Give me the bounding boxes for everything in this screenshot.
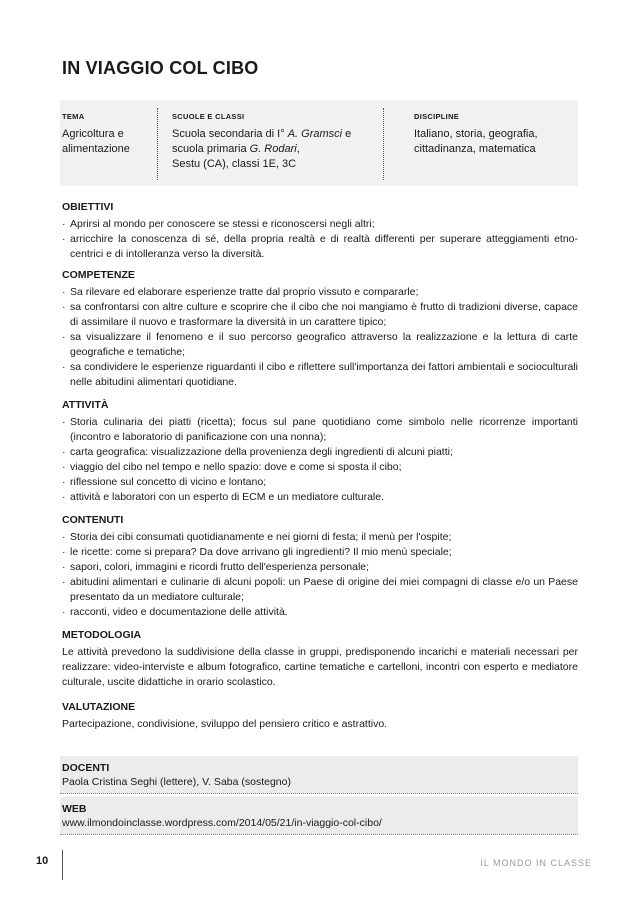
docenti-box [60, 756, 578, 794]
valutazione-text: Partecipazione, condivisione, sviluppo del pensiero critico e astrattivo. [62, 718, 388, 730]
list-item: · sapori, colori, immagini e ricordi frutto dell'esperienza personale; [62, 560, 578, 575]
docenti-heading: DOCENTI [62, 762, 110, 774]
section-heading: CONTENUTI [62, 514, 124, 526]
list-item: · abitudini alimentari e culinarie di alcuni popoli: un Paese di origine dei miei compagni di classe e/o un Paese presentato da un mediatore culturale; [62, 575, 578, 605]
section-contenuti [62, 513, 578, 620]
list-item: · Aprirsi al mondo per conoscere se stessi e riconoscersi negli altri; [62, 217, 578, 232]
list-item: · arricchire la conoscenza di sé, della propria realtà e di realtà differenti per superare atteggiamenti etno- centrici e di intolleranza verso la diversità. [62, 232, 578, 262]
web-box [60, 797, 578, 835]
running-title: IL MONDO IN CLASSE [480, 858, 592, 868]
docenti-text: Paola Cristina Seghi (lettere), V. Saba (sostegno) [62, 776, 291, 788]
list-item: · le ricette: come si prepara? Da dove arrivano gli ingredienti? Il mio menù speciale; [62, 545, 578, 560]
list-item: · carta geografica: visualizzazione della provenienza degli ingredienti di alcuni piatti; [62, 445, 578, 460]
page-title: IN VIAGGIO COL CIBO [62, 58, 259, 78]
list-item: · Storia dei cibi consumati quotidianamente e nei giorni di festa; il menù per l'ospite; [62, 530, 578, 545]
list-item: · sa condividere le esperienze riguardanti il cibo e riflettere sull'importanza dei fattori ambientali e socioculturali nelle abitudini alimentari quotidiane. [62, 360, 578, 390]
column-divider [157, 108, 158, 180]
tema-value: Agricoltura e alimentazione [62, 128, 130, 155]
web-heading: WEB [62, 803, 87, 815]
web-url[interactable]: www.ilmondoinclasse.wordpress.com/2014/05/21/in-viaggio-col-cibo/ [62, 817, 382, 829]
list-item: · sa confrontarsi con altre culture e scoprire che il cibo che noi mangiamo è frutto di tradizioni diverse, capace di assimilare il nuovo e trasformare la diversità in un carattere tipico; [62, 300, 578, 330]
section-metodologia [62, 628, 578, 690]
section-competenze [62, 268, 578, 390]
column-divider [383, 108, 384, 180]
scuole-value: Scuola secondaria di I° A. Gramsci e scuola primaria G. Rodari, Sestu (CA), classi 1E, 3C [172, 128, 352, 170]
list-item: · attività e laboratori con un esperto di ECM e un mediatore culturale. [62, 490, 578, 505]
list-item: · riflessione sul concetto di vicino e lontano; [62, 475, 578, 490]
scuole-column [172, 112, 377, 172]
list-item: · Storia culinaria dei piatti (ricetta); focus sul pane quotidiano come simbolo nelle ricorrenze importanti (incontro e laboratorio di panificazione con una nonna); [62, 415, 578, 445]
tema-label: TEMA [62, 112, 85, 121]
scuole-label: SCUOLE E CLASSI [172, 112, 245, 121]
section-heading: VALUTAZIONE [62, 701, 136, 713]
list-item: · sa visualizzare il fenomeno e il suo percorso geografico attraverso la realizzazione e la lettura di carte geografiche e tematiche; [62, 330, 578, 360]
metodologia-text: Le attività prevedono la suddivisione della classe in gruppi, predisponendo incarichi e materiali necessari per realizzare: video-interviste e album fotografico, cartine tematiche e cartelloni, incontri con esperto e mediatore culturale, uscite didattiche in orario scolastico. [62, 646, 578, 688]
list-item: · Sa rilevare ed elaborare esperienze tratte dal proprio vissuto e compararle; [62, 285, 578, 300]
discipline-value: Italiano, storia, geografia, cittadinanza, matematica [414, 128, 538, 155]
section-obiettivi [62, 200, 578, 262]
section-heading: METODOLOGIA [62, 629, 142, 641]
section-valutazione [62, 700, 578, 732]
section-heading: OBIETTIVI [62, 201, 114, 213]
page-number: 10 [36, 855, 49, 867]
list-item: · viaggio del cibo nel tempo e nello spazio: dove e come si sposta il cibo; [62, 460, 578, 475]
section-heading: COMPETENZE [62, 269, 135, 281]
discipline-label: DISCIPLINE [414, 112, 460, 121]
tema-column [62, 112, 150, 157]
section-heading: ATTIVITÀ [62, 399, 109, 411]
footer-divider [62, 850, 63, 880]
list-item: · racconti, video e documentazione delle attività. [62, 605, 578, 620]
discipline-column [414, 112, 574, 157]
section-attivita [62, 398, 578, 505]
